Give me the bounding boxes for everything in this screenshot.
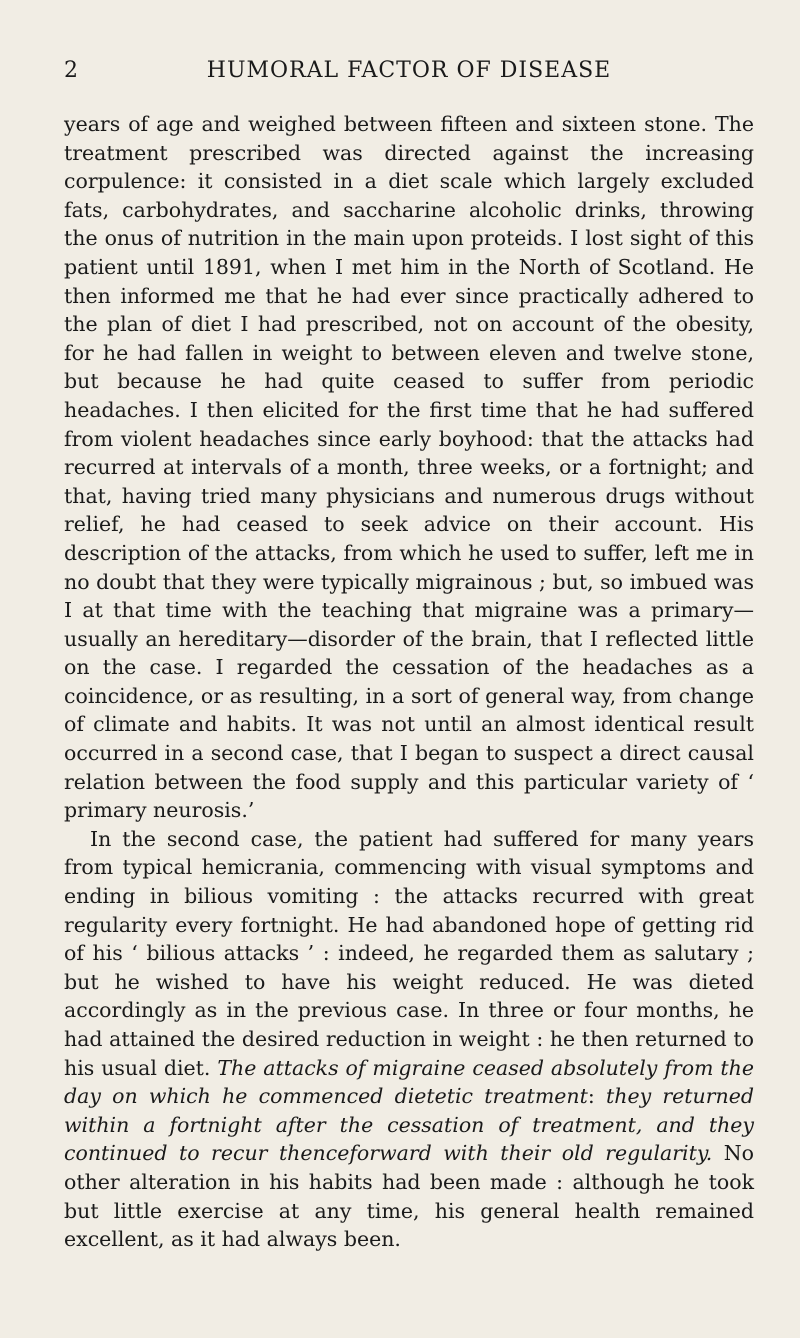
- paragraph-2-italic-2: they returned within a fortnight after the cessation of treatment, and they continued to recur thenceforward with their old regularity.: [64, 1084, 754, 1166]
- page-number: 2: [64, 58, 79, 83]
- paragraph-2-text-middle: :: [587, 1084, 606, 1109]
- paragraph-2-text-before: In the second case, the patient had suffered for many years from typical hemicrania, commencing with visual symptoms and ending in bilious vomiting : the attacks recurred with great regularity every fortnight. He had abandoned hope of getting rid of his ‘ bilious attacks ’ : indeed, he regarded them as salutary ; but he wished to have his weight reduced. He was dieted accordingly as in the previous case. In three or four months, he had attained the desired reduction in weight : he then returned to his usual diet.: [64, 826, 754, 1080]
- page-header: [64, 58, 754, 88]
- paragraph-2-italic-1: The attacks of migraine ceased absolutely from the day on which he commenced dietetic treatment: [64, 1055, 754, 1109]
- running-title: HUMORAL FACTOR OF DISEASE: [206, 58, 612, 83]
- paragraph-2: [64, 825, 754, 1254]
- paragraph-2-text-after: No other alteration in his habits had been made : although he took but little exercise at any time, his general health remained excellent, as it had always been.: [64, 1141, 755, 1252]
- body-text: [64, 110, 754, 1254]
- paragraph-1: years of age and weighed between fifteen and sixteen stone. The treatment prescribed was directed against the increasing corpulence: it consisted in a diet scale which largely excluded fats, carbohydrates, and saccharine alcoholic drinks, throwing the onus of nutrition in the main upon proteids. I lost sight of this patient until 1891, when I met him in the North of Scotland. He then informed me that he had ever since practically adhered to the plan of diet I had prescribed, not on account of the obesity, for he had fallen in weight to between eleven and twelve stone, but because he had quite ceased to suffer from periodic headaches. I then elicited for the first time that he had suffered from violent headaches since early boyhood: that the attacks had recurred at intervals of a month, three weeks, or a fortnight; and that, having tried many physicians and numerous drugs without relief, he had ceased to seek advice on their account. His description of the attacks, from which he used to suffer, left me in no doubt that they were typically migrainous ; but, so imbued was I at that time with the teaching that migraine was a primary—usually an hereditary—disorder of the brain, that I reflected little on the case. I regarded the cessation of the headaches as a coincidence, or as resulting, in a sort of general way, from change of climate and habits. It was not until an almost identical result occurred in a second case, that I began to suspect a direct causal relation between the food supply and this particular variety of ‘ primary neurosis.’: [64, 112, 754, 823]
